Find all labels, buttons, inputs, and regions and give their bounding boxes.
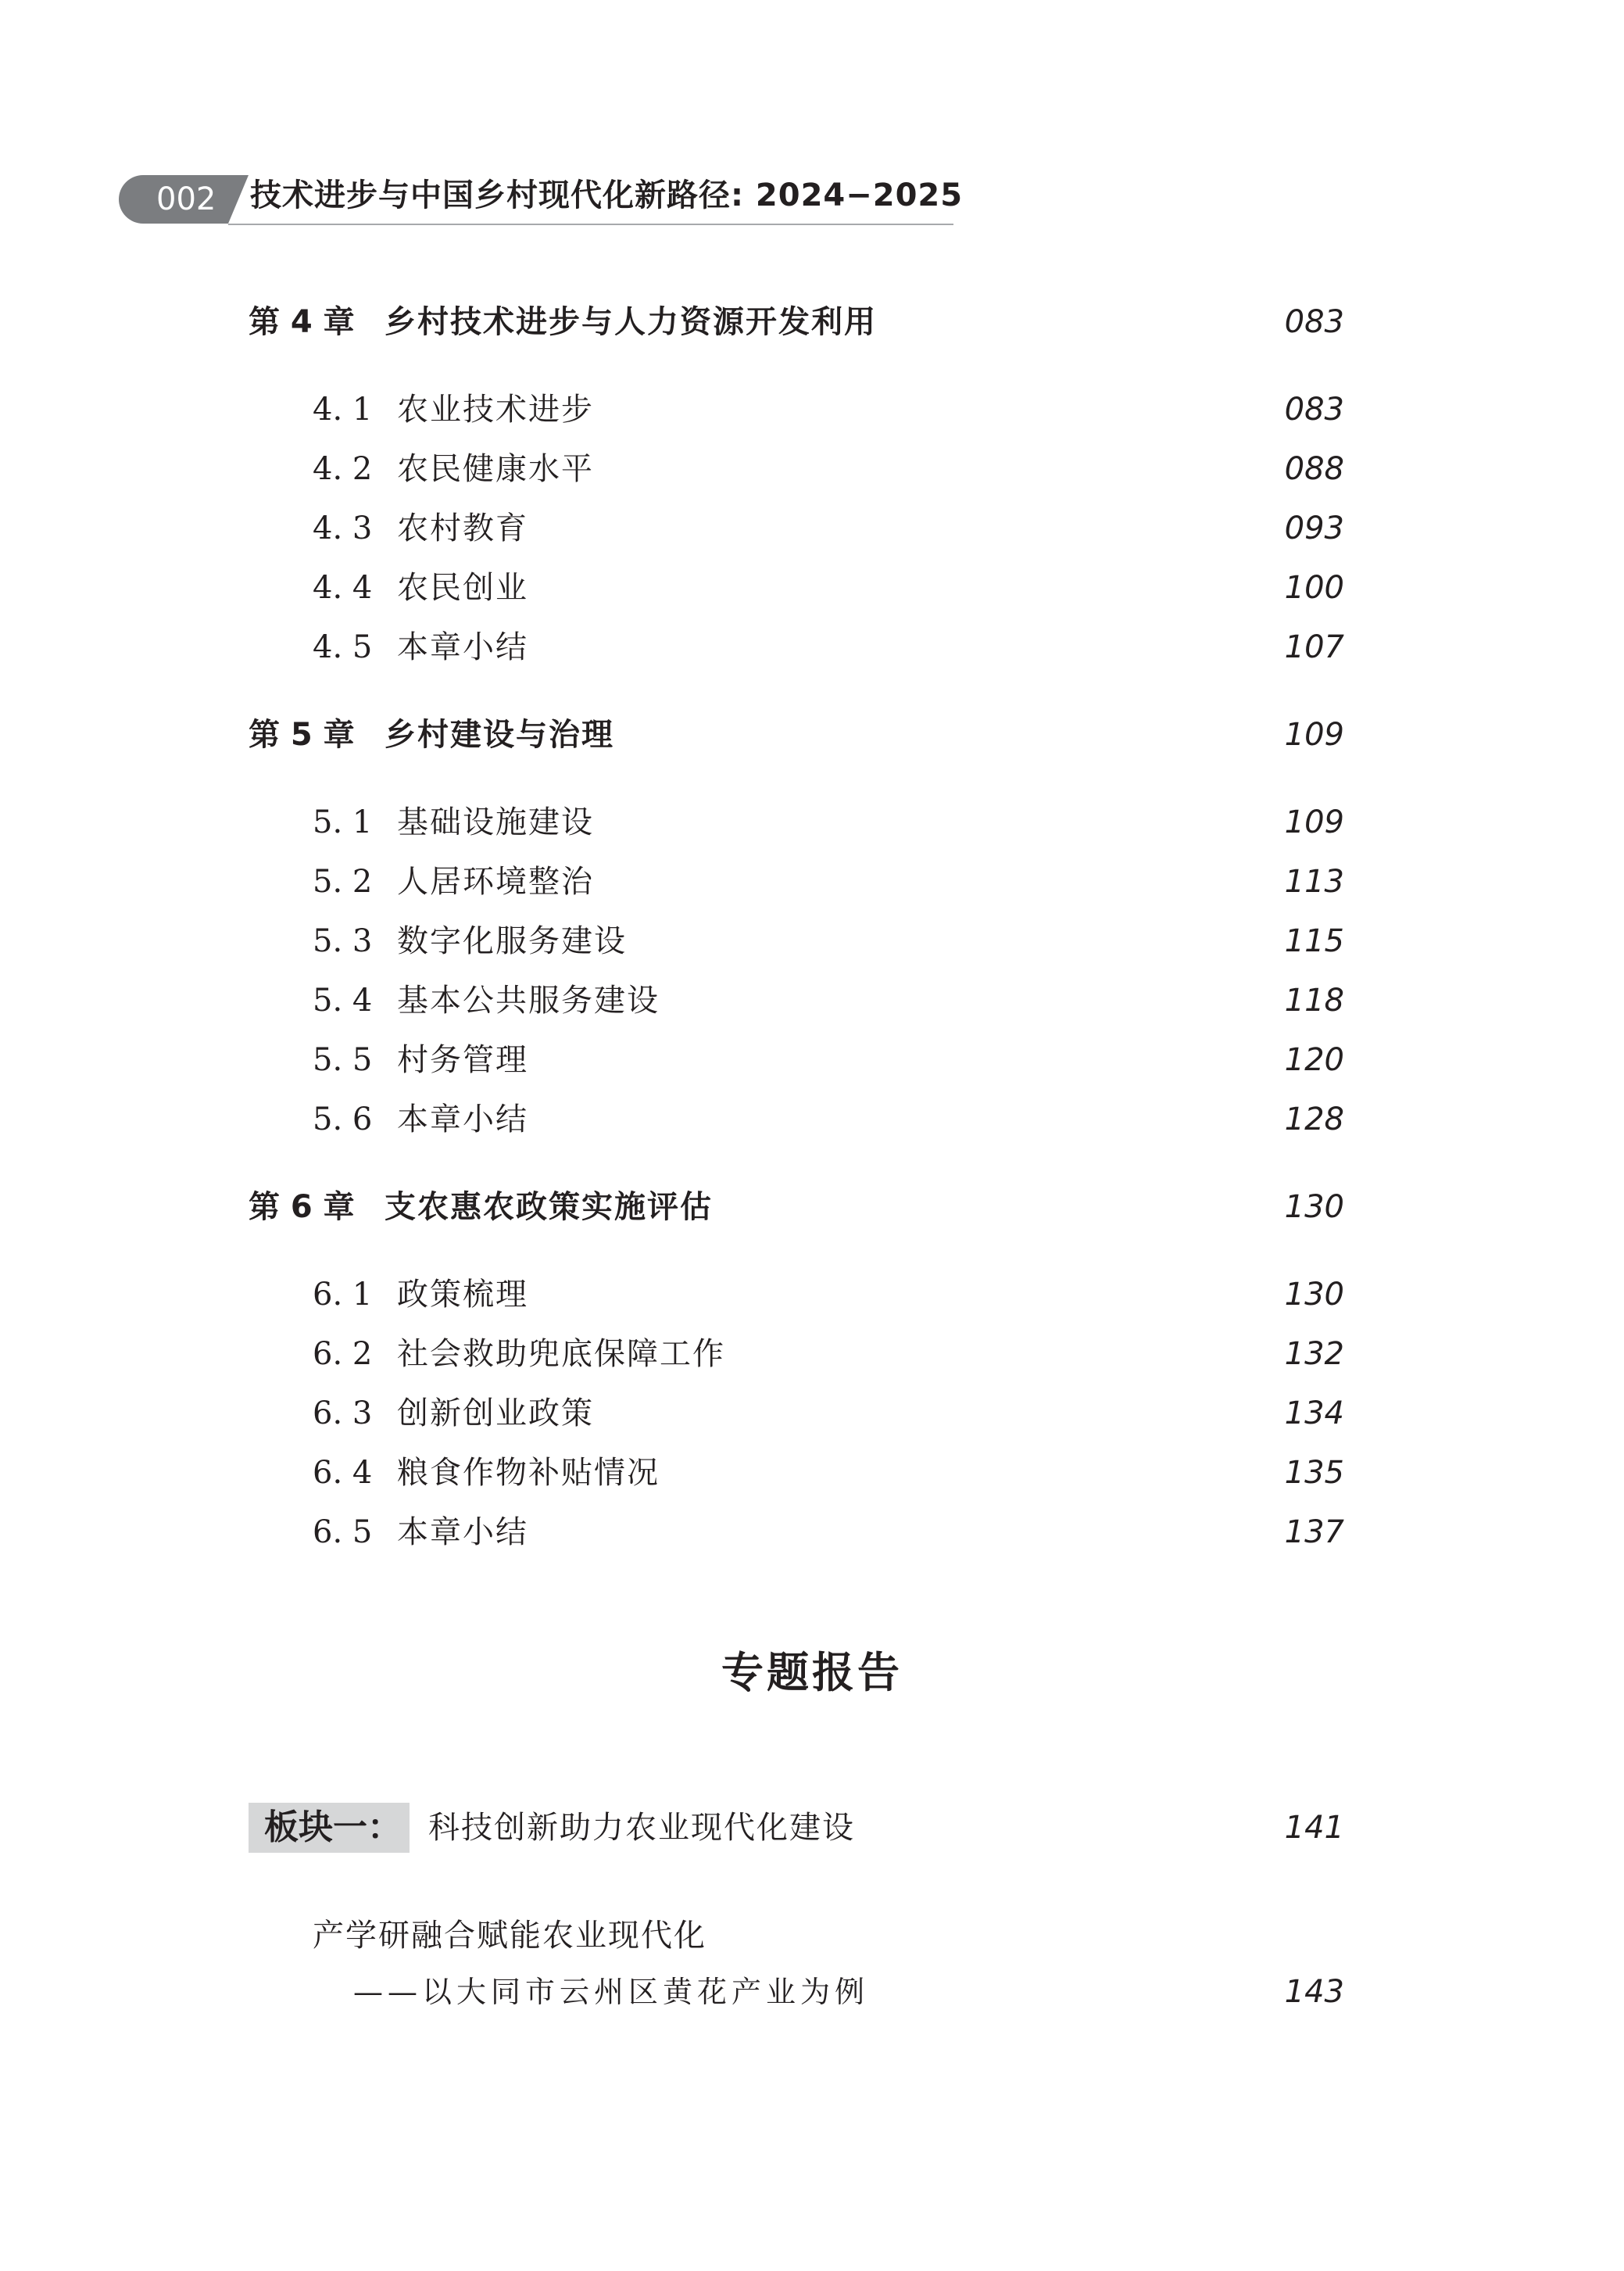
page-ref: 135 <box>1284 1455 1344 1491</box>
section-number: 4. 4 <box>313 570 373 606</box>
section-title: 社会救助兜底保障工作 <box>397 1336 725 1372</box>
toc-section[interactable] <box>0 1096 1624 1143</box>
block-page-row <box>0 1804 1624 1851</box>
page-ref: 109 <box>1284 804 1344 840</box>
page-number: 002 <box>156 181 216 217</box>
toc-section[interactable] <box>0 1271 1624 1318</box>
toc-section[interactable] <box>0 505 1624 552</box>
toc-section[interactable] <box>0 1331 1624 1377</box>
section-title: 人居环境整治 <box>397 864 594 900</box>
page-ref: 143 <box>1284 1974 1344 2010</box>
section-title: 农民创业 <box>397 570 528 606</box>
toc-chapter-4[interactable] <box>0 299 1624 346</box>
chapter-title: 乡村建设与治理 <box>385 717 614 753</box>
page-ref: 118 <box>1284 983 1344 1019</box>
section-title: 粮食作物补贴情况 <box>397 1455 660 1491</box>
toc-chapter-6[interactable] <box>0 1184 1624 1230</box>
section-number: 5. 1 <box>313 804 373 840</box>
page-ref: 115 <box>1284 923 1344 959</box>
toc-section[interactable] <box>0 1390 1624 1437</box>
section-title: 本章小结 <box>397 1101 528 1137</box>
chapter-label: 第 4 章 <box>249 304 355 340</box>
toc-section[interactable] <box>0 1449 1624 1496</box>
page-ref: 141 <box>1284 1810 1344 1846</box>
chapter-label: 第 6 章 <box>249 1189 355 1225</box>
page-ref: 088 <box>1284 451 1344 487</box>
toc-section[interactable] <box>0 977 1624 1024</box>
report-page-row <box>0 1968 1624 2015</box>
running-header <box>0 0 1624 235</box>
section-number: 4. 2 <box>313 451 373 487</box>
section-number: 6. 2 <box>313 1336 373 1372</box>
toc-section[interactable] <box>0 624 1624 671</box>
page-ref: 132 <box>1284 1336 1344 1372</box>
chapter-label: 第 5 章 <box>249 717 355 753</box>
section-title: 基本公共服务建设 <box>397 983 660 1019</box>
page-ref: 130 <box>1284 1277 1344 1313</box>
section-title: 村务管理 <box>397 1042 528 1078</box>
section-number: 4. 3 <box>313 510 373 546</box>
section-number: 6. 3 <box>313 1395 373 1431</box>
section-number: 4. 5 <box>313 629 373 665</box>
toc-section[interactable] <box>0 918 1624 965</box>
section-number: 5. 5 <box>313 1042 373 1078</box>
page-ref: 130 <box>1284 1189 1344 1225</box>
toc-section[interactable] <box>0 386 1624 433</box>
page-ref: 109 <box>1284 717 1344 753</box>
page-ref: 128 <box>1284 1101 1344 1137</box>
section-title: 农村教育 <box>397 510 528 546</box>
section-title: 本章小结 <box>397 629 528 665</box>
toc-section[interactable] <box>0 446 1624 493</box>
toc-section[interactable] <box>0 564 1624 611</box>
block-title: 科技创新助力农业现代化建设 <box>428 1810 855 1846</box>
header-rule <box>228 224 953 225</box>
section-number: 5. 2 <box>313 864 373 900</box>
report-title: 产学研融合赋能农业现代化 <box>313 1918 706 1954</box>
toc-section[interactable] <box>0 858 1624 905</box>
section-title: 政策梳理 <box>397 1277 528 1313</box>
page-ref: 120 <box>1284 1042 1344 1078</box>
page-ref: 083 <box>1284 304 1344 340</box>
block-tag: 板块一： <box>264 1807 402 1847</box>
section-number: 6. 4 <box>313 1455 373 1491</box>
chapter-title: 乡村技术进步与人力资源开发利用 <box>385 304 877 340</box>
section-number: 5. 6 <box>313 1101 373 1137</box>
toc-section[interactable] <box>0 1037 1624 1084</box>
section-number: 5. 3 <box>313 923 373 959</box>
section-title: 数字化服务建设 <box>397 923 627 959</box>
toc-chapter-5[interactable] <box>0 711 1624 758</box>
section-title: 农民健康水平 <box>397 451 594 487</box>
page-ref: 134 <box>1284 1395 1344 1431</box>
section-title: 农业技术进步 <box>397 392 594 428</box>
report-subtitle: ——以大同市云州区黄花产业为例 <box>353 1975 870 2009</box>
section-title: 本章小结 <box>397 1514 528 1550</box>
special-reports-heading: 专题报告 <box>721 1648 903 1697</box>
section-title: 基础设施建设 <box>397 804 594 840</box>
page-ref: 083 <box>1284 392 1344 428</box>
section-title: 创新创业政策 <box>397 1395 594 1431</box>
page-ref: 107 <box>1284 629 1344 665</box>
page-ref: 100 <box>1284 570 1344 606</box>
toc-section[interactable] <box>0 1509 1624 1556</box>
page-ref: 137 <box>1284 1514 1344 1550</box>
section-number: 6. 1 <box>313 1277 373 1313</box>
toc-section[interactable] <box>0 799 1624 846</box>
section-number: 6. 5 <box>313 1514 373 1550</box>
page-ref: 113 <box>1284 864 1344 900</box>
section-number: 4. 1 <box>313 392 373 428</box>
chapter-title: 支农惠农政策实施评估 <box>385 1189 713 1225</box>
section-number: 5. 4 <box>313 983 373 1019</box>
page-ref: 093 <box>1284 510 1344 546</box>
book-title: 技术进步与中国乡村现代化新路径: 2024−2025 <box>250 177 964 213</box>
